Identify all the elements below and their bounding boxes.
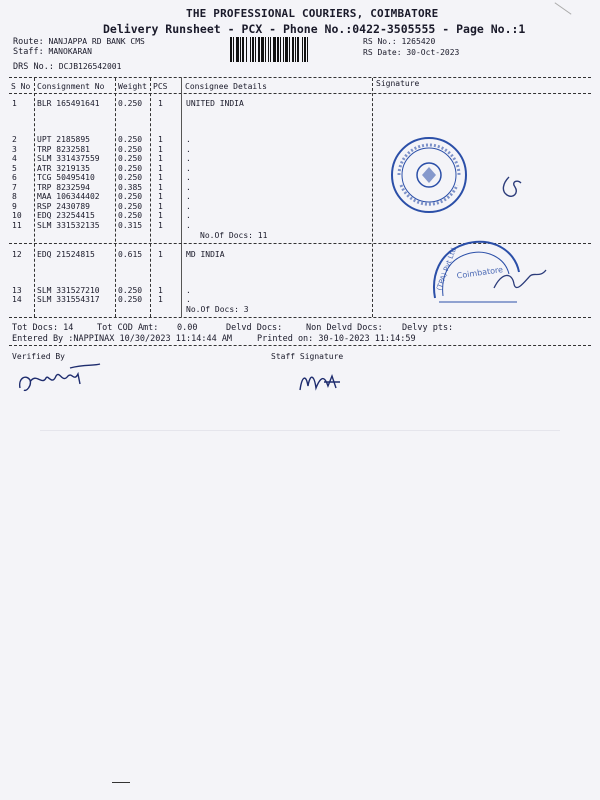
table-bottom-rule bbox=[9, 317, 591, 318]
totals-row bbox=[0, 323, 600, 333]
consignment-cell: MAA 106344402 bbox=[37, 192, 100, 201]
staff-field bbox=[13, 47, 92, 57]
group-doc-count: No.Of Docs: 11 bbox=[200, 231, 268, 240]
detail-cell: . bbox=[186, 201, 191, 211]
sno-cell: 8 bbox=[12, 192, 17, 201]
table-row bbox=[0, 145, 600, 155]
tot-cod-label: Tot COD Amt: bbox=[97, 323, 159, 333]
verified-signature bbox=[14, 362, 104, 402]
weight-cell: 0.250 bbox=[118, 192, 143, 201]
tot-docs: Tot Docs: 14 bbox=[12, 323, 74, 333]
table-row bbox=[0, 135, 600, 145]
pcs-cell: 1 bbox=[158, 211, 163, 220]
consignment-cell: TRP 8232594 bbox=[37, 182, 90, 192]
weight-cell: 0.250 bbox=[118, 201, 143, 211]
consignment-cell: SLM 331532135 bbox=[37, 220, 100, 230]
table-row bbox=[0, 202, 600, 212]
delvy-pts: Delvy pts: bbox=[402, 323, 454, 333]
detail-cell: . bbox=[186, 163, 191, 173]
staff-signature bbox=[296, 366, 356, 396]
consignment-cell: SLM 331554317 bbox=[37, 295, 100, 304]
weight-cell: 0.250 bbox=[118, 135, 143, 144]
detail-cell: . bbox=[186, 220, 191, 230]
route-value: NANJAPPA RD BANK CMS bbox=[48, 37, 145, 46]
consignment-cell: TRP 8232581 bbox=[37, 144, 90, 154]
weight-cell: 0.250 bbox=[118, 173, 143, 182]
svg-text:(TPA) Pvt Ltd: (TPA) Pvt Ltd bbox=[435, 246, 458, 292]
staff-signature-label: Staff Signature bbox=[271, 352, 344, 361]
printed-on: Printed on: 30-10-2023 11:14:59 bbox=[257, 334, 416, 344]
sno-cell: 1 bbox=[12, 99, 17, 108]
rs-no-label: RS No.: bbox=[363, 37, 397, 46]
detail-cell: . bbox=[186, 135, 191, 144]
entry-rule bbox=[9, 345, 591, 346]
pcs-cell: 1 bbox=[158, 163, 163, 173]
consignee-name: MD INDIA bbox=[186, 250, 225, 259]
pcs-cell: 1 bbox=[158, 201, 163, 211]
rs-date-field bbox=[363, 48, 459, 57]
detail-cell: . bbox=[186, 182, 191, 192]
pcs-cell: 1 bbox=[158, 182, 163, 192]
entry-row bbox=[0, 334, 600, 344]
signature-mark-1 bbox=[497, 173, 527, 203]
col-consignee: Consignee Details bbox=[185, 82, 267, 91]
weight-cell: 0.250 bbox=[118, 154, 143, 163]
drs-field bbox=[13, 62, 121, 72]
detail-cell: . bbox=[186, 192, 191, 201]
sno-cell: 14 bbox=[12, 295, 22, 304]
sno-cell: 10 bbox=[12, 211, 22, 220]
sno-cell: 9 bbox=[12, 201, 17, 211]
sno-cell: 7 bbox=[12, 182, 17, 192]
weight-cell: 0.250 bbox=[118, 295, 143, 304]
weight-cell: 0.250 bbox=[118, 211, 143, 220]
col-pcs: PCS bbox=[153, 82, 168, 91]
pcs-cell: 1 bbox=[158, 220, 163, 230]
table-row bbox=[0, 211, 600, 221]
barcode bbox=[230, 37, 356, 62]
weight-cell: 0.250 bbox=[118, 99, 143, 108]
pcs-cell: 1 bbox=[158, 144, 163, 154]
consignment-cell: SLM 331437559 bbox=[37, 154, 100, 163]
detail-cell: . bbox=[186, 173, 191, 182]
staff-value: MANOKARAN bbox=[48, 47, 92, 56]
consignment-cell: TCG 50495410 bbox=[37, 173, 95, 182]
pcs-cell: 1 bbox=[158, 173, 163, 182]
rs-no-value: 1265420 bbox=[401, 37, 436, 46]
sno-cell: 13 bbox=[12, 286, 22, 295]
pcs-cell: 1 bbox=[158, 295, 163, 304]
drs-label: DRS No.: bbox=[13, 62, 54, 72]
sno-cell: 2 bbox=[12, 135, 17, 144]
detail-cell: . bbox=[186, 286, 191, 295]
col-weight: Weight bbox=[118, 82, 147, 91]
detail-cell: . bbox=[186, 144, 191, 154]
sno-cell: 3 bbox=[12, 144, 17, 154]
col-sno: S No bbox=[11, 82, 31, 91]
table-header-rule bbox=[9, 93, 591, 94]
weight-cell: 0.250 bbox=[118, 286, 143, 295]
table-row bbox=[0, 99, 600, 109]
rs-no-field bbox=[363, 37, 435, 46]
pcs-cell: 1 bbox=[158, 154, 163, 163]
fold-line bbox=[40, 430, 560, 431]
drs-value: DCJB126542001 bbox=[58, 62, 122, 71]
group-doc-count: No.Of Docs: 3 bbox=[186, 305, 249, 314]
pcs-cell: 1 bbox=[158, 286, 163, 295]
route-field bbox=[13, 37, 145, 47]
delvd-docs: Delvd Docs: bbox=[226, 323, 283, 333]
consignment-cell: UPT 2185895 bbox=[37, 135, 90, 144]
rs-date-label: RS Date: bbox=[363, 48, 402, 57]
pcs-cell: 1 bbox=[158, 135, 163, 144]
bottom-mark bbox=[112, 776, 130, 783]
entered-by: Entered By :NAPPINAX 10/30/2023 11:14:44 AM bbox=[12, 334, 233, 344]
verified-by-label: Verified By bbox=[12, 352, 65, 361]
col-signature: Signature bbox=[376, 79, 420, 88]
round-stamp bbox=[389, 135, 469, 215]
sno-cell: 6 bbox=[12, 173, 17, 182]
pcs-cell: 1 bbox=[158, 99, 163, 108]
consignment-cell: EDQ 21524815 bbox=[37, 250, 95, 259]
consignment-cell: ATR 3219135 bbox=[37, 163, 90, 173]
pcs-cell: 1 bbox=[158, 250, 163, 259]
fold-mark bbox=[555, 2, 572, 14]
sno-cell: 4 bbox=[12, 154, 17, 163]
table-row bbox=[0, 154, 600, 164]
route-label: Route: bbox=[13, 37, 44, 47]
rs-date-value: 30-Oct-2023 bbox=[406, 48, 460, 57]
table-row bbox=[0, 164, 600, 174]
consignment-cell: BLR 165491641 bbox=[37, 99, 100, 108]
sno-cell: 5 bbox=[12, 163, 17, 173]
sno-cell: 12 bbox=[12, 250, 22, 259]
consignment-cell: SLM 331527210 bbox=[37, 286, 100, 295]
weight-cell: 0.315 bbox=[118, 220, 143, 230]
weight-cell: 0.250 bbox=[118, 144, 143, 154]
col-consignment: Consignment No bbox=[37, 82, 105, 91]
company-name: THE PROFESSIONAL COURIERS, COIMBATORE bbox=[186, 7, 439, 20]
weight-cell: 0.250 bbox=[118, 163, 143, 173]
consignment-cell: RSP 2430789 bbox=[37, 201, 90, 211]
staff-label: Staff: bbox=[13, 47, 44, 57]
svg-text:Coimbatore: Coimbatore bbox=[456, 265, 504, 281]
table-row bbox=[0, 221, 600, 231]
weight-cell: 0.615 bbox=[118, 250, 143, 259]
detail-cell: . bbox=[186, 211, 191, 220]
runsheet-title: Delivery Runsheet - PCX - Phone No.:0422-3505555 - Page No.:1 bbox=[103, 22, 526, 36]
non-delvd-docs: Non Delvd Docs: bbox=[306, 323, 383, 333]
tot-cod-value: 0.00 bbox=[177, 323, 198, 333]
pcs-cell: 1 bbox=[158, 192, 163, 201]
consignment-cell: EDQ 23254415 bbox=[37, 211, 95, 220]
weight-cell: 0.385 bbox=[118, 182, 143, 192]
table-top-rule bbox=[9, 77, 591, 78]
signature-mark-2 bbox=[490, 266, 550, 296]
detail-cell: . bbox=[186, 295, 191, 304]
barcode-bar bbox=[308, 37, 310, 62]
consignee-name: UNITED INDIA bbox=[186, 99, 244, 108]
sno-cell: 11 bbox=[12, 220, 22, 230]
detail-cell: . bbox=[186, 154, 191, 163]
